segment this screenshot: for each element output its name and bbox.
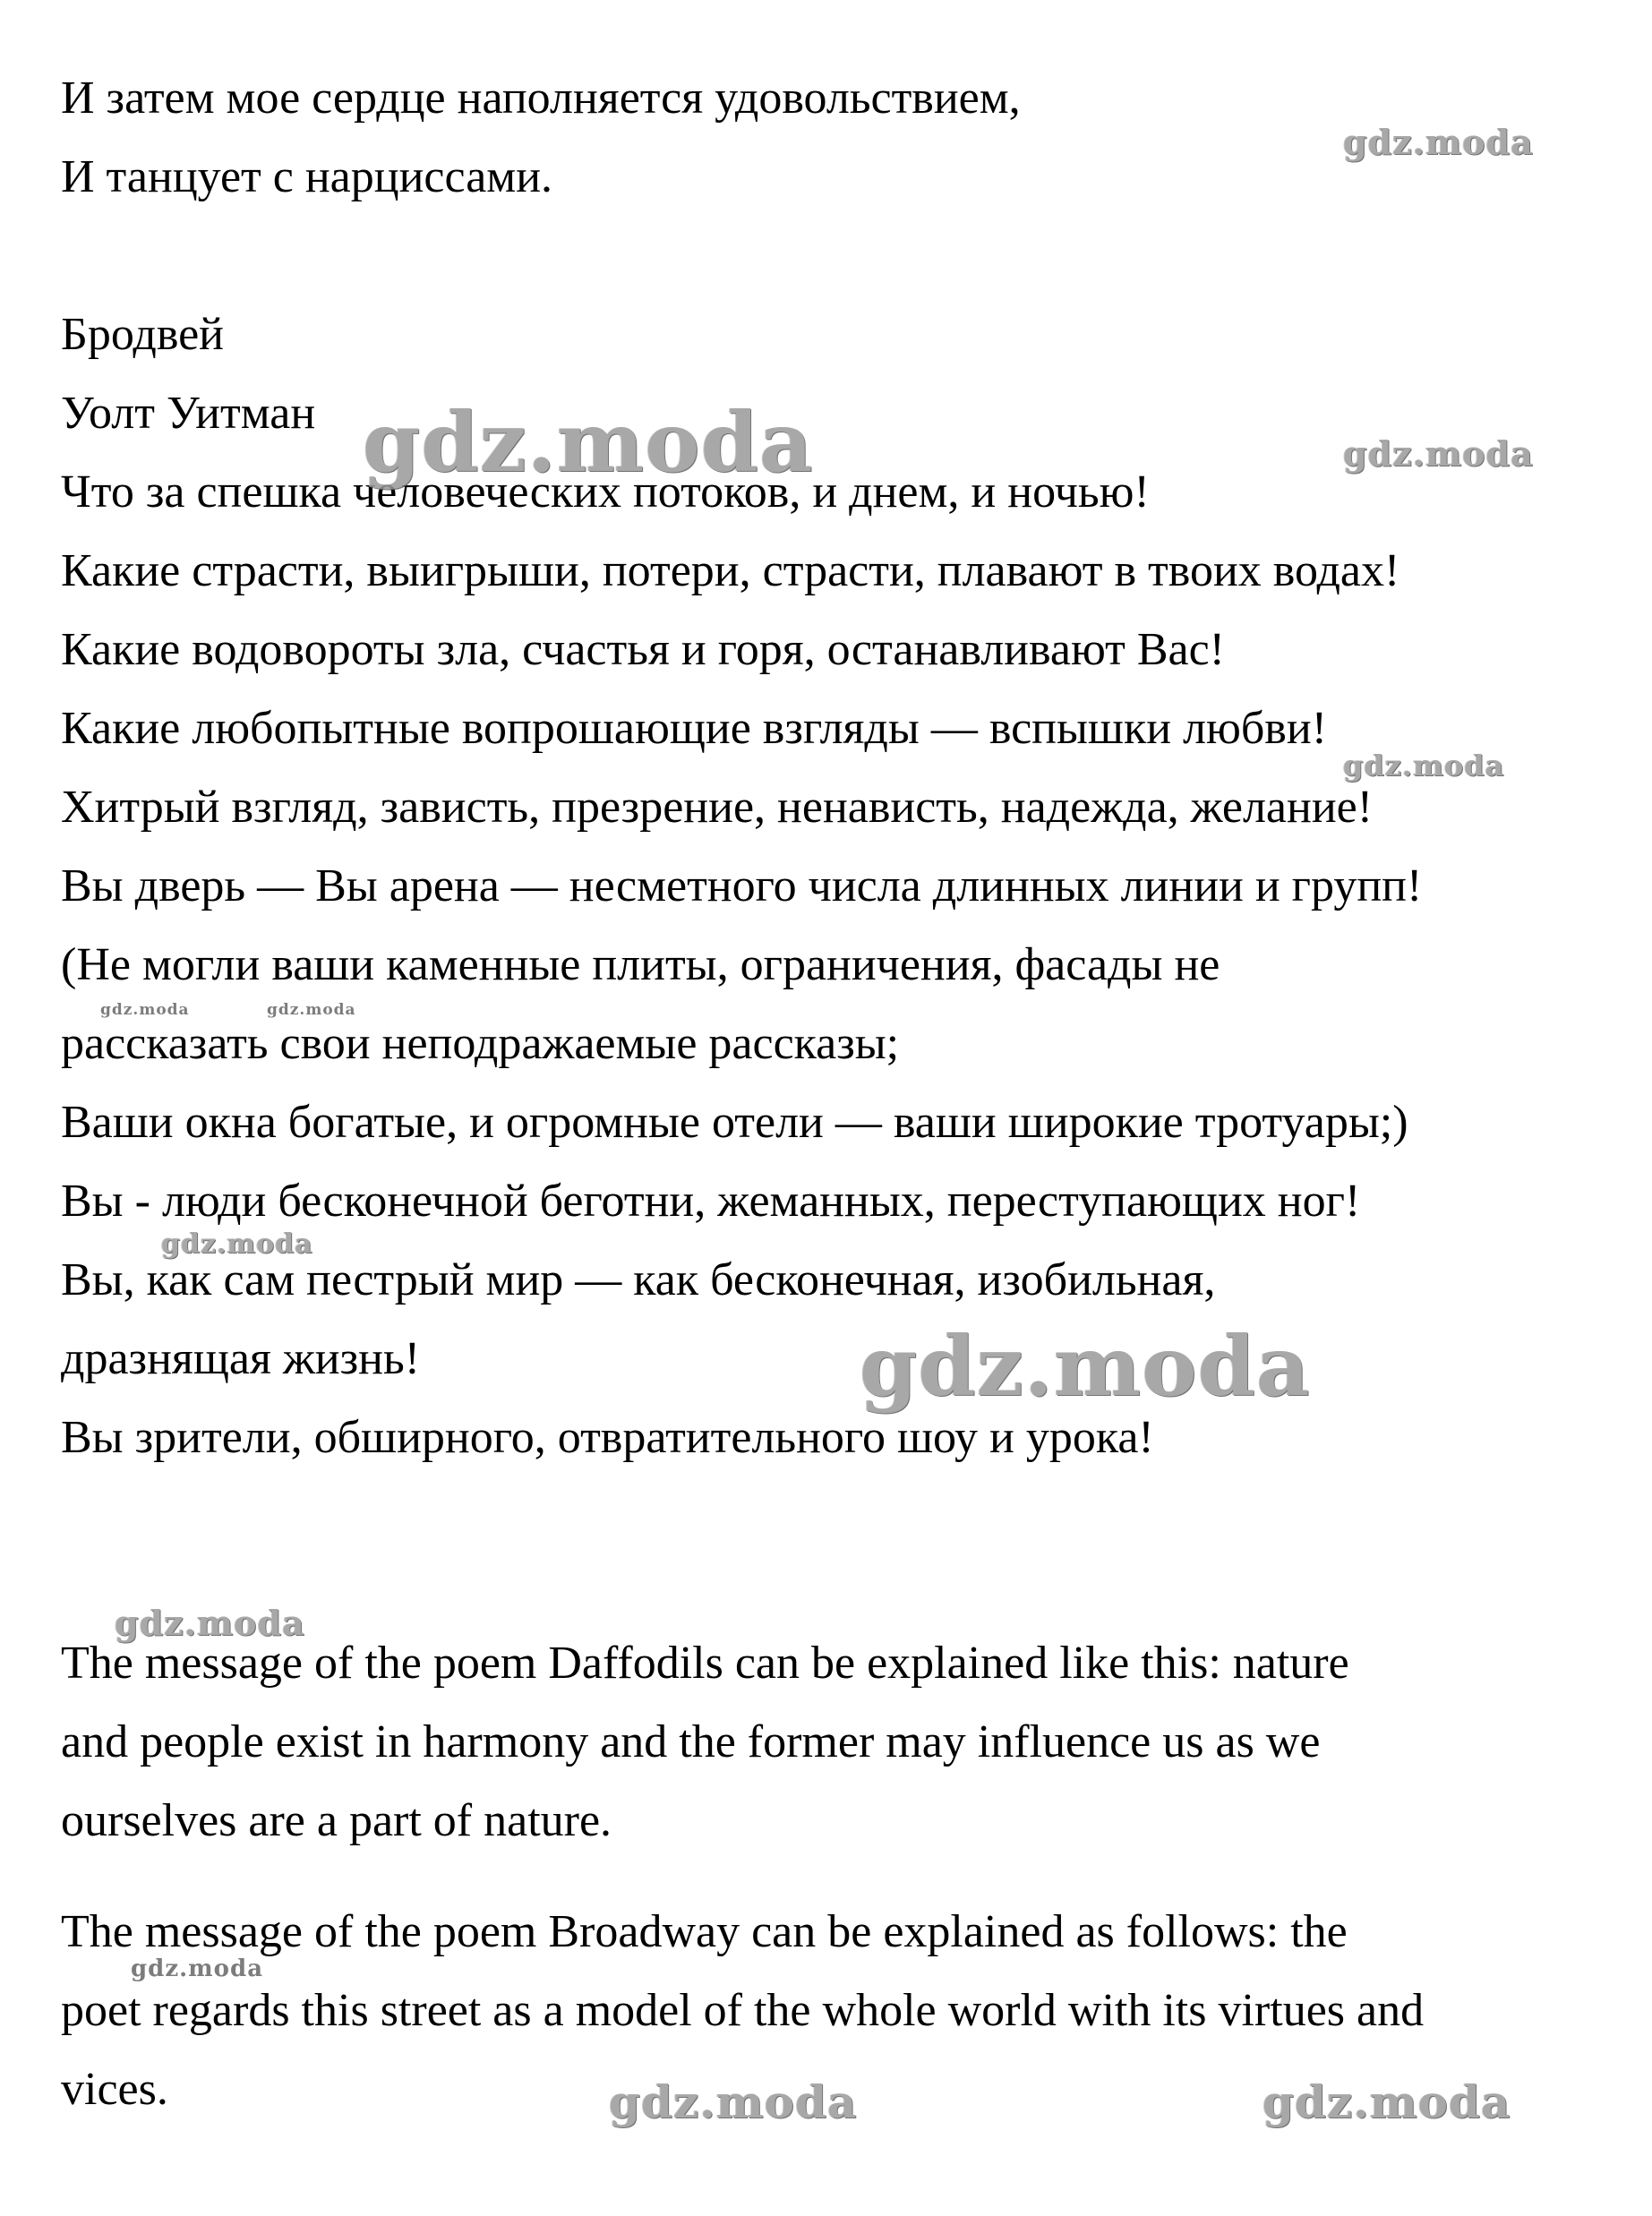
answer-daffodils-line: The message of the poem Daffodils can be explained like this: nature xyxy=(61,1638,1349,1689)
poem-line: дразнящая жизнь! xyxy=(61,1333,421,1384)
poem-line: Вы дверь — Вы арена — несметного числа длинных линии и групп! xyxy=(61,860,1423,911)
watermark: gdz.moda xyxy=(131,1955,264,1982)
poem1-line: И танцует с нарциссами. xyxy=(61,151,553,202)
poem-title: Бродвей xyxy=(61,309,224,360)
watermark: gdz.moda xyxy=(1343,122,1534,162)
answer-daffodils-line: and people exist in harmony and the former may influence us as we xyxy=(61,1716,1321,1767)
watermark: gdz.moda xyxy=(161,1228,313,1260)
poem-line: рассказать свои неподражаемые рассказы; xyxy=(61,1018,900,1069)
poem-line: Какие страсти, выигрыши, потери, страсти, плавают в твоих водах! xyxy=(61,545,1400,596)
watermark: gdz.moda xyxy=(100,1001,190,1019)
watermark: gdz.moda xyxy=(363,394,814,491)
answer-broadway-line: poet regards this street as a model of the whole world with its virtues and xyxy=(61,1985,1425,2036)
answer-broadway-line: vices. xyxy=(61,2064,168,2115)
answer-broadway-line: The message of the poem Broadway can be explained as follows: the xyxy=(61,1906,1348,1957)
poem-line: Вы зрители, обширного, отвратительного шоу и урока! xyxy=(61,1412,1154,1463)
poem1-line: И затем мое сердце наполняется удовольствием, xyxy=(61,73,1021,124)
poem-line: (Не могли ваши каменные плиты, ограничения, фасады не xyxy=(61,939,1220,990)
poem-line: Что за спешка человеческих потоков, и днем, и ночью! xyxy=(61,466,1150,518)
poem-line: Хитрый взгляд, зависть, презрение, ненависть, надежда, желание! xyxy=(61,782,1374,833)
poem-line: Какие любопытные вопрошающие взгляды — вспышки любви! xyxy=(61,703,1328,754)
poem-author: Уолт Уитман xyxy=(61,388,316,439)
watermark: gdz.moda xyxy=(1343,433,1534,474)
poem-line: Вы - люди бесконечной беготни, жеманных, переступающих ног! xyxy=(61,1176,1361,1227)
poem-line: Вы, как сам пестрый мир — как бесконечная, изобильная, xyxy=(61,1254,1216,1305)
watermark: gdz.moda xyxy=(1343,749,1505,783)
poem-line: Ваши окна богатые, и огромные отели — ваши широкие тротуары;) xyxy=(61,1097,1408,1148)
poem-line: Какие водовороты зла, счастья и горя, останавливают Вас! xyxy=(61,624,1225,675)
watermark: gdz.moda xyxy=(1263,2075,1511,2128)
watermark: gdz.moda xyxy=(115,1603,305,1643)
answer-daffodils-line: ourselves are a part of nature. xyxy=(61,1795,612,1846)
watermark: gdz.moda xyxy=(609,2075,858,2128)
watermark: gdz.moda xyxy=(860,1318,1311,1415)
watermark: gdz.moda xyxy=(267,1001,356,1019)
